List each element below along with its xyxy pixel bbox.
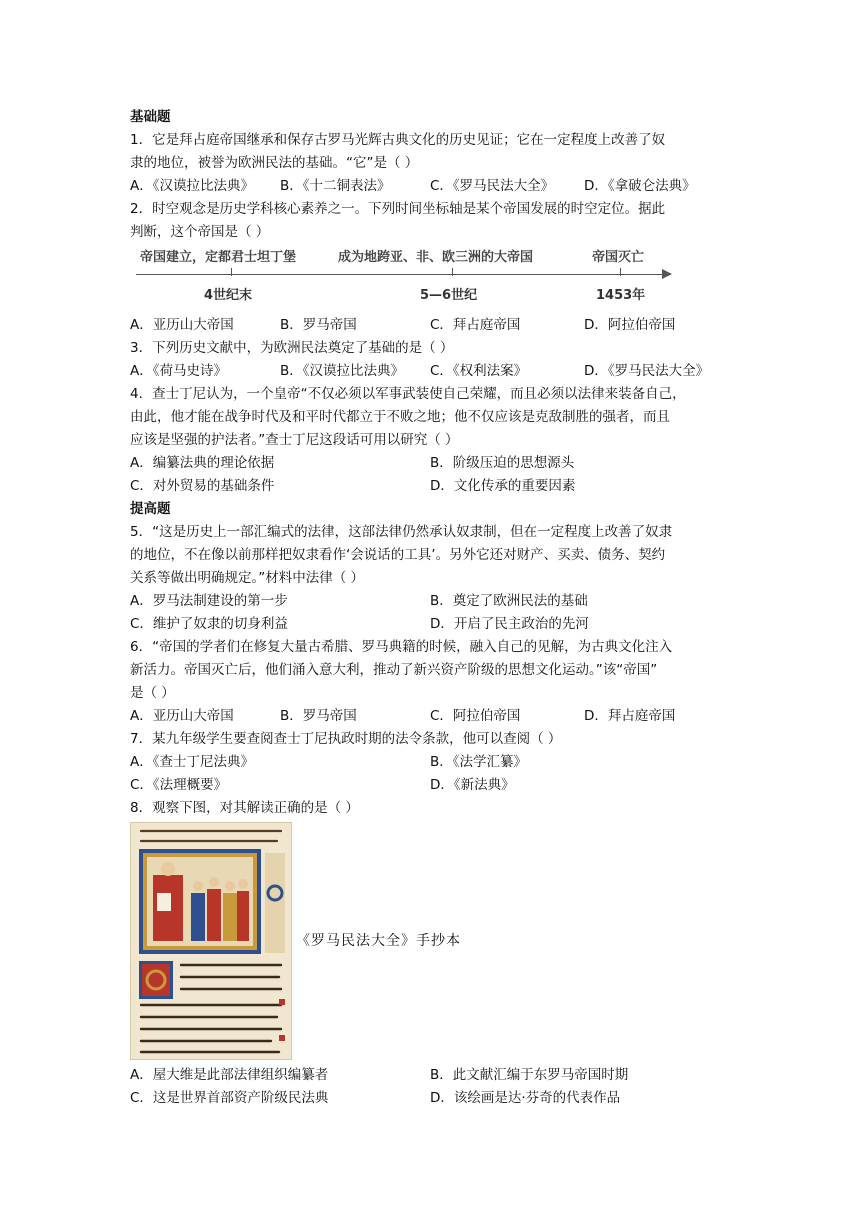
question-7: [130, 728, 740, 797]
option-b[interactable]: B．奠定了欧洲民法的基础: [430, 593, 588, 609]
manuscript-illustration: [131, 823, 291, 1059]
question-4: [130, 383, 740, 498]
timeline-axis: [136, 274, 666, 275]
question-5-stem-line-1: 5．“这是历史上一部汇编式的法律，这部法律仍然承认奴隶制，但在一定程度上改善了奴隶: [130, 524, 673, 540]
question-5-options: [130, 590, 740, 636]
option-a[interactable]: A．罗马法制建设的第一步: [130, 593, 288, 609]
option-a[interactable]: A．亚历山大帝国: [130, 708, 234, 724]
question-3-options: [130, 360, 740, 383]
option-b[interactable]: B．此文献汇编于东罗马帝国时期: [430, 1067, 629, 1083]
question-6: [130, 636, 740, 728]
question-6-stem-line-3: 是（ ）: [130, 685, 175, 701]
option-a[interactable]: A．编纂法典的理论依据: [130, 455, 275, 471]
option-d[interactable]: D．开启了民主政治的先河: [430, 616, 589, 632]
timeline-time-1: 4世纪末: [204, 288, 253, 303]
question-8-stem-line-1: 8．观察下图，对其解读正确的是（ ）: [130, 800, 359, 816]
section-title-advanced: 提高题: [130, 501, 171, 517]
timeline-tick: [231, 268, 232, 276]
option-b[interactable]: B．《汉谟拉比法典》: [280, 363, 405, 379]
option-c[interactable]: C．阿拉伯帝国: [430, 708, 521, 724]
question-3-stem-line-1: 3．下列历史文献中，为欧洲民法奠定了基础的是（ ）: [130, 340, 454, 356]
option-d[interactable]: D．拜占庭帝国: [584, 708, 676, 724]
option-c[interactable]: C．拜占庭帝国: [430, 317, 521, 333]
question-1: [130, 129, 740, 198]
option-a[interactable]: A．亚历山大帝国: [130, 317, 234, 333]
question-5-stem-line-2: 的地位，不在像以前那样把奴隶看作‘会说话的工具’。另外它还对财产、买卖、债务、契约: [130, 547, 666, 563]
option-a[interactable]: A．《荷马史诗》: [130, 363, 227, 379]
question-2: [130, 198, 740, 337]
question-8-figure: [130, 822, 740, 1060]
option-c[interactable]: C．维护了奴隶的切身利益: [130, 616, 288, 632]
option-d[interactable]: D．阿拉伯帝国: [584, 317, 676, 333]
option-b[interactable]: B．罗马帝国: [280, 317, 357, 333]
option-b[interactable]: B．罗马帝国: [280, 708, 357, 724]
question-6-stem-line-1: 6．“帝国的学者们在修复大量古希腊、罗马典籍的时候，融入自己的见解，为古典文化注入: [130, 639, 673, 655]
question-2-stem-line-1: 2．时空观念是历史学科核心素养之一。下列时间坐标轴是某个帝国发展的时空定位。据此: [130, 201, 666, 217]
manuscript-image: [130, 822, 292, 1060]
question-1-stem-line-2: 隶的地位，被誉为欧洲民法的基础。“它”是（ ）: [130, 155, 419, 171]
timeline-time-3: 1453年: [596, 288, 646, 303]
option-a[interactable]: A．《查士丁尼法典》: [130, 754, 254, 770]
timeline-event-2: 成为地跨亚、非、欧三洲的大帝国: [338, 250, 534, 265]
timeline-arrow-icon: [662, 269, 672, 279]
question-6-stem-line-2: 新活力。帝国灭亡后，他们涌入意大利，推动了新兴资产阶级的思想文化运动。”该“帝国”: [130, 662, 658, 678]
option-b[interactable]: B．《十二铜表法》: [280, 178, 391, 194]
option-d[interactable]: D．《拿破仑法典》: [584, 178, 696, 194]
option-d[interactable]: D．该绘画是达·芬奇的代表作品: [430, 1090, 621, 1106]
question-6-options: [130, 705, 740, 728]
question-4-stem-line-1: 4．查士丁尼认为，一个皇帝“不仅必须以军事武装使自己荣耀，而且必须以法律来装备自己，: [130, 386, 686, 402]
timeline-event-1: 帝国建立，定都君士坦丁堡: [140, 250, 297, 265]
option-c[interactable]: C．《罗马民法大全》: [430, 178, 555, 194]
question-2-stem-line-2: 判断，这个帝国是（ ）: [130, 224, 270, 240]
option-b[interactable]: B．《法学汇纂》: [430, 754, 528, 770]
timeline-tick: [452, 268, 453, 276]
worksheet: [130, 106, 740, 1110]
question-7-options: [130, 751, 740, 797]
section-title-basic: 基础题: [130, 109, 171, 125]
option-c[interactable]: C．《权利法案》: [430, 363, 528, 379]
question-4-stem-line-3: 应该是坚强的护法者。”查士丁尼这段话可用以研究（ ）: [130, 432, 459, 448]
timeline-time-2: 5—6世纪: [420, 288, 478, 303]
option-c[interactable]: C．《法理概要》: [130, 777, 228, 793]
option-d[interactable]: D．文化传承的重要因素: [430, 478, 576, 494]
question-1-options: [130, 175, 740, 198]
question-3: [130, 337, 740, 383]
timeline: [130, 244, 675, 314]
question-1-stem-line-1: 1．它是拜占庭帝国继承和保存古罗马光辉古典文化的历史见证；它在一定程度上改善了奴: [130, 132, 666, 148]
timeline-tick: [620, 268, 621, 276]
question-5-stem-line-3: 关系等做出明确规定。”材料中法律（ ）: [130, 570, 365, 586]
option-a[interactable]: A．《汉谟拉比法典》: [130, 178, 254, 194]
question-2-options: [130, 314, 740, 337]
option-c[interactable]: C．这是世界首部资产阶级民法典: [130, 1090, 329, 1106]
question-4-options: [130, 452, 740, 498]
option-a[interactable]: A．屋大维是此部法律组织编纂者: [130, 1067, 329, 1083]
option-c[interactable]: C．对外贸易的基础条件: [130, 478, 275, 494]
figure-caption: 《罗马民法大全》手抄本: [296, 932, 461, 949]
question-8-options: [130, 1064, 740, 1110]
option-d[interactable]: D．《新法典》: [430, 777, 515, 793]
option-b[interactable]: B．阶级压迫的思想源头: [430, 455, 575, 471]
question-8: [130, 797, 740, 1110]
question-7-stem-line-1: 7．某九年级学生要查阅查士丁尼执政时期的法令条款，他可以查阅（ ）: [130, 731, 562, 747]
question-5: [130, 521, 740, 636]
question-4-stem-line-2: 由此，他才能在战争时代及和平时代都立于不败之地；他不仅应该是克敌制胜的强者，而且: [130, 409, 670, 425]
option-d[interactable]: D．《罗马民法大全》: [584, 363, 710, 379]
timeline-event-3: 帝国灭亡: [592, 250, 645, 265]
